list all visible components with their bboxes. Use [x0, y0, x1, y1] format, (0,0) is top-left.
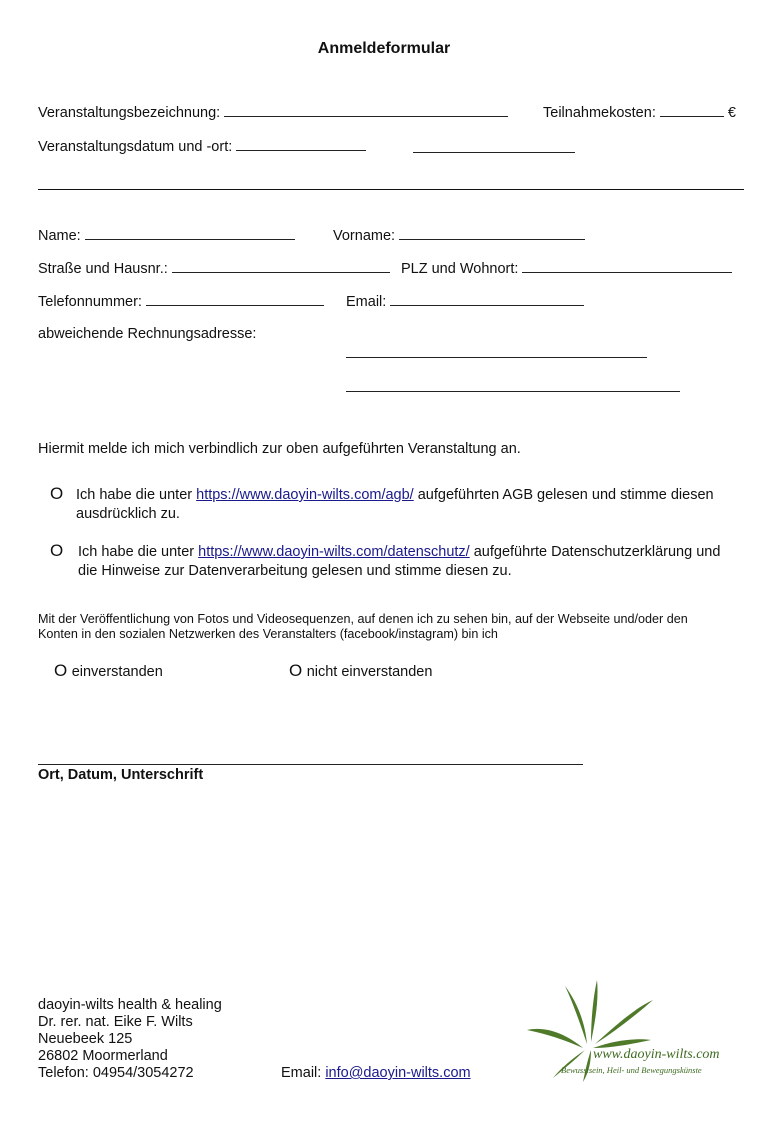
consent-disagree-label: nicht einverstanden — [306, 664, 433, 680]
footer-email-label: Email: — [281, 1065, 322, 1081]
event-place-field[interactable] — [413, 152, 575, 153]
footer-address — [38, 997, 222, 1082]
bamboo-leaves-icon — [525, 978, 750, 1083]
event-cost-field[interactable] — [660, 103, 724, 117]
bamboo-logo — [525, 978, 750, 1083]
firstname-row — [333, 226, 585, 244]
privacy-text-post: aufgeführte Datenschutzerklärung und — [469, 544, 721, 560]
zip-city-field[interactable] — [522, 259, 732, 273]
photo-consent-line2: Konten in den sozialen Netzwerken des Veranstalters (facebook/instagram) bin ich — [38, 627, 498, 641]
name-label: Name: — [38, 228, 81, 244]
zip-city-row — [401, 259, 732, 277]
event-name-label: Veranstaltungsbezeichnung: — [38, 105, 221, 121]
footer-line: Neuebeek 125 — [38, 1031, 133, 1047]
agb-text-post: aufgeführten AGB gelesen und stimme diesen — [413, 487, 714, 503]
agb-text-pre: Ich habe die unter — [76, 487, 197, 503]
event-cost-row — [543, 103, 736, 121]
event-name-row — [38, 103, 508, 121]
name-row — [38, 226, 295, 244]
consent-agree-label: einverstanden — [71, 664, 163, 680]
footer-line: daoyin-wilts health & healing — [38, 997, 222, 1013]
privacy-text-pre: Ich habe die unter — [78, 544, 199, 560]
email-row — [346, 292, 584, 310]
event-cost-label: Teilnahmekosten: — [543, 105, 656, 121]
footer-phone: Telefon: 04954/3054272 — [38, 1065, 194, 1081]
billing-label: abweichende Rechnungsadresse: — [38, 326, 257, 342]
event-date-label: Veranstaltungsdatum und -ort: — [38, 139, 233, 155]
privacy-text-line2: die Hinweise zur Datenverarbeitung gelesen und stimme diesen zu. — [78, 563, 512, 579]
agb-text-line1 — [76, 487, 714, 503]
consent-agree-radio[interactable]: O — [54, 661, 68, 680]
phone-field[interactable] — [146, 292, 324, 306]
email-field[interactable] — [390, 292, 584, 306]
zip-city-label: PLZ und Wohnort: — [401, 261, 519, 277]
signature-line[interactable] — [38, 764, 583, 765]
phone-row — [38, 292, 324, 310]
street-field[interactable] — [172, 259, 390, 273]
privacy-checkbox[interactable]: O — [50, 541, 64, 560]
phone-label: Telefonnummer: — [38, 294, 142, 310]
logo-url-text: www.daoyin-wilts.com — [593, 1047, 720, 1062]
street-label: Straße und Hausnr.: — [38, 261, 168, 277]
logo-tagline: Bewusstsein, Heil- und Bewegungskünste — [561, 1065, 702, 1075]
event-name-field[interactable] — [224, 103, 508, 117]
consent-disagree-radio[interactable]: O — [289, 661, 303, 680]
event-cost-currency: € — [727, 105, 736, 121]
event-date-field[interactable] — [236, 137, 366, 151]
consent-agree-option[interactable] — [54, 661, 163, 681]
agb-checkbox[interactable]: O — [50, 484, 64, 503]
billing-line-1[interactable] — [346, 357, 647, 358]
page-title: Anmeldeformular — [317, 40, 451, 57]
footer-line: 26802 Moormerland — [38, 1048, 168, 1064]
privacy-link[interactable]: https://www.daoyin-wilts.com/datenschutz/ — [198, 544, 470, 560]
privacy-text-line1 — [78, 544, 720, 560]
section-divider — [38, 189, 744, 190]
declaration-text: Hiermit melde ich mich verbindlich zur oben aufgeführten Veranstaltung an. — [38, 441, 521, 457]
agb-text-line2: ausdrücklich zu. — [76, 506, 180, 522]
footer-email-row — [281, 1065, 471, 1081]
agb-link[interactable]: https://www.daoyin-wilts.com/agb/ — [196, 487, 414, 503]
event-date-row — [38, 137, 366, 155]
street-row — [38, 259, 390, 277]
consent-disagree-option[interactable] — [289, 661, 432, 681]
footer-email-link[interactable]: info@daoyin-wilts.com — [325, 1065, 471, 1081]
email-label: Email: — [346, 294, 387, 310]
name-field[interactable] — [85, 226, 295, 240]
firstname-label: Vorname: — [333, 228, 396, 244]
billing-line-2[interactable] — [346, 391, 680, 392]
footer-line: Dr. rer. nat. Eike F. Wilts — [38, 1014, 193, 1030]
photo-consent-line1: Mit der Veröffentlichung von Fotos und Videosequenzen, auf denen ich zu sehen bin, auf der Webseite und/oder den — [38, 612, 688, 626]
firstname-field[interactable] — [399, 226, 585, 240]
signature-label: Ort, Datum, Unterschrift — [38, 767, 204, 783]
